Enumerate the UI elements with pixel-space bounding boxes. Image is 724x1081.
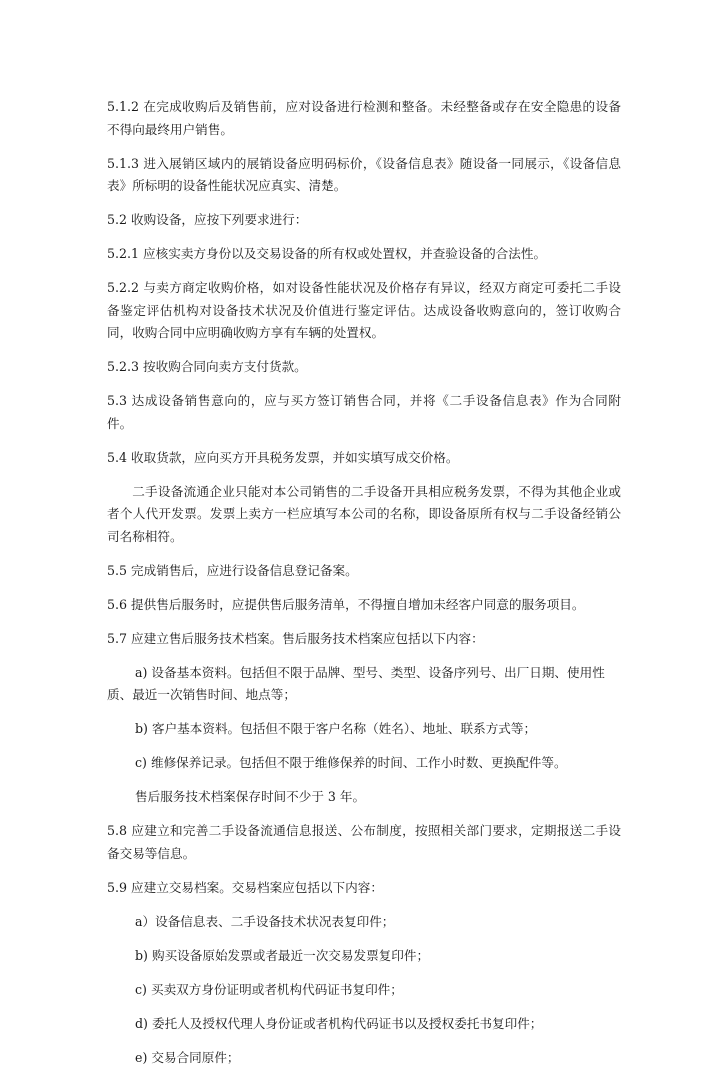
clause-5-1-2: 5.1.2 在完成收购后及销售前，应对设备进行检测和整备。未经整备或存在安全隐患的设备不得向最终用户销售。: [107, 99, 621, 137]
clause-5-4-note: 二手设备流通企业只能对本公司销售的二手设备开具相应税务发票，不得为其他企业或者个人代开发票。发票上卖方一栏应填写本公司的名称，即设备原所有权与二手设备经销公司名称相符。: [107, 483, 621, 544]
clause-5-7-b: b) 客户基本资料。包括但不限于客户名称（姓名）、地址、联系方式等；: [135, 721, 537, 736]
clause-5-2-3: 5.2.3 按收购合同向卖方支付货款。: [107, 359, 307, 374]
clause-5-7: 5.7 应建立售后服务技术档案。售后服务技术档案应包括以下内容：: [107, 630, 484, 646]
clause-5-2: 5.2 收购设备，应按下列要求进行：: [107, 212, 308, 227]
clause-5-7-note: 售后服务技术档案保存时间不少于 3 年。: [135, 789, 366, 804]
clause-5-2-1: 5.2.1 应核实卖方身份以及交易设备的所有权或处置权，并查验设备的合法性。: [107, 246, 547, 261]
clause-5-9-b: b) 购买设备原始发票或者最近一次交易发票复印件；: [135, 947, 430, 963]
clause-5-9-e: e) 交易合同原件；: [135, 1049, 240, 1065]
clause-5-1-3: 5.1.3 进入展销区域内的展销设备应明码标价，《设备信息表》随设备一同展示，《设备信息表》所标明的设备性能状况应真实、清楚。: [107, 155, 621, 193]
clause-5-8: 5.8 应建立和完善二手设备流通信息报送、公布制度，按照相关部门要求，定期报送二手设备交易等信息。: [107, 823, 621, 861]
clause-5-9-d: d) 委托人及授权代理人身份证或者机构代码证书以及授权委托书复印件；: [135, 1015, 543, 1031]
clause-5-3: 5.3 达成设备销售意向的，应与买方签订销售合同，并将《二手设备信息表》作为合同附件。: [107, 393, 621, 431]
clause-5-7-c: c) 维修保养记录。包括但不限于维修保养的时间、工作小时数、更换配件等。: [135, 755, 567, 770]
clause-5-5: 5.5 完成销售后，应进行设备信息登记备案。: [107, 562, 358, 578]
clause-5-4: 5.4 收取货款，应向买方开具税务发票，并如实填写成交价格。: [107, 449, 459, 465]
clause-5-9: 5.9 应建立交易档案。交易档案应包括以下内容：: [107, 879, 383, 895]
document-page: [107, 96, 621, 1081]
clause-5-2-2: 5.2.2 与卖方商定收购价格，如对设备性能状况及价格存有异议，经双方商定可委托二手设备鉴定评估机构对设备技术状况及价值进行鉴定评估。达成设备收购意向的，签订收购合同，收购合同中应明确收购方享有车辆的处置权。: [107, 280, 621, 340]
clause-5-7-a: a) 设备基本资料。包括但不限于品牌、型号、类型、设备序列号、出厂日期、使用性质、最近一次销售时间、地点等；: [107, 664, 605, 702]
clause-5-9-c: c) 买卖双方身份证明或者机构代码证书复印件；: [135, 981, 403, 997]
clause-5-9-a: a）设备信息表、二手设备技术状况表复印件；: [135, 913, 395, 929]
clause-5-6: 5.6 提供售后服务时，应提供售后服务清单，不得擅自增加未经客户同意的服务项目。: [107, 596, 585, 612]
